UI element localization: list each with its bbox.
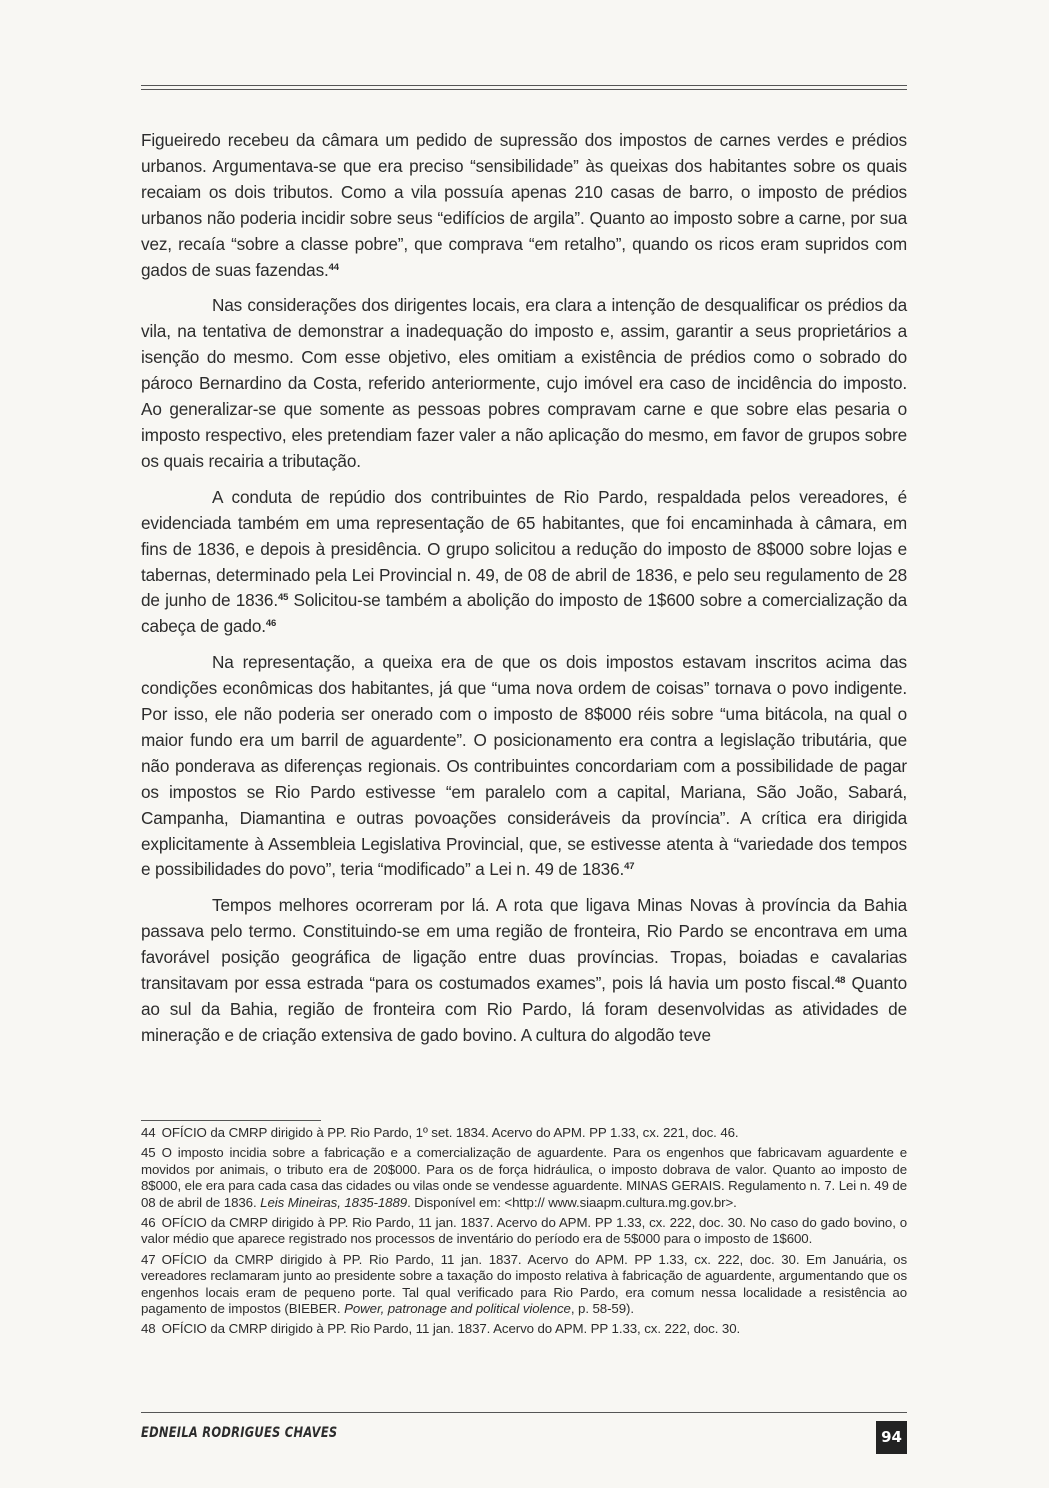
footnote-44: 44 OFÍCIO da CMRP dirigido à PP. Rio Pardo, 1º set. 1834. Acervo do APM. PP 1.33, cx. 221, doc. 46. xyxy=(141,1125,739,1140)
footnote-ref-46[interactable]: 46 xyxy=(265,618,277,630)
footnote-46: 46 OFÍCIO da CMRP dirigido à PP. Rio Pardo, 11 jan. 1837. Acervo do APM. PP 1.33, cx. 222, doc. 30. No caso do gado bovino, o valor médio que aparece registrado nos processos de inventário do período era de 5$000 para o imposto de 1$600. xyxy=(141,1215,907,1247)
footnote-number: 45 xyxy=(141,1145,156,1161)
paragraph-1: Figueiredo recebeu da câmara um pedido de supressão dos impostos de carnes verdes e prédios urbanos. Argumentava-se que era preciso “sensibilidade” às queixas dos habitantes sobre os quais recaiam os dois tributos. Como a vila possuía apenas 210 casas de barro, o imposto de prédios urbanos não poderia incidir sobre seus “edifícios de argila”. Quanto ao imposto sobre a carne, por sua vez, recaía “sobre a classe pobre”, que comprava “em retalho”, quando os ricos eram supridos com gados de suas fazendas.$^{44}$ xyxy=(141,130,907,280)
header-rule-top xyxy=(141,85,907,86)
page-number: 94 xyxy=(876,1421,907,1454)
footnotes xyxy=(141,1125,907,1342)
footnote-45: 45 O imposto incidia sobre a fabricação e a comercialização de aguardente. Para os engenhos que fabricavam aguardente e movidos por animais, o tributo era de 20$000. Para os de força hidráulica, o imposto dobrava de valor. Quanto ao imposto de 8$000, ele era para cada casa das cidades ou vilas onde se vendesse aguardente. MINAS GERAIS. Regulamento n. 7. Lei n. 49 de 08 de abril de 1836. Leis Mineiras, 1835-1889. Disponível em: <http:// www.siaapm.cultura.mg.gov.br>. xyxy=(141,1145,907,1210)
footnote-number: 48 xyxy=(141,1321,156,1337)
footnote-ref-48[interactable]: 48 xyxy=(835,975,846,987)
paragraph-2: Nas considerações dos dirigentes locais, era clara a intenção de desqualificar os prédios da vila, na tentativa de demonstrar a inadequação do imposto e, assim, garantir a seus proprietários a isenção do mesmo. Com esse objetivo, eles omitiam a existência de prédios como o sobrado do pároco Bernardino da Costa, referido anteriormente, cujo imóvel era caso de incidência do imposto. Ao generalizar-se que somente as pessoas pobres compravam carne e que sobre elas pesaria o imposto respectivo, eles pretendiam fazer valer a não aplicação do mesmo, em favor de grupos sobre os quais recairia a tributação. xyxy=(141,295,907,471)
footnote-separator xyxy=(141,1120,321,1121)
footer-rule xyxy=(141,1412,907,1413)
footnote-ref-44[interactable]: 44 xyxy=(328,261,339,273)
footnote-47: 47 OFÍCIO da CMRP dirigido à PP. Rio Pardo, 11 jan. 1837. Acervo do APM. PP 1.33, cx. 222, doc. 30. Em Januária, os vereadores reclamaram junto ao presidente sobre a taxação do imposto relativa à fabricação de aguardente, argumentando que os engenhos locais eram de pequeno porte. Tal qual verificado para Rio Pardo, era comum nessa localidade a resistência ao pagamento de impostos (BIEBER. Power, patronage and political violence, p. 58-59). xyxy=(141,1251,907,1317)
author-name: EDNEILA RODRIGUES CHAVES xyxy=(141,1425,338,1441)
body-text xyxy=(141,128,907,1059)
footnote-number: 47 xyxy=(141,1251,156,1267)
footnote-ref-45[interactable]: 45 xyxy=(277,592,289,604)
footnote-48: 48 OFÍCIO da CMRP dirigido à PP. Rio Pardo, 11 jan. 1837. Acervo do APM. PP 1.33, cx. 222, doc. 30. xyxy=(141,1321,741,1337)
footnote-number: 44 xyxy=(141,1125,156,1140)
footnote-ref-47[interactable]: 47 xyxy=(624,861,635,873)
footnote-number: 46 xyxy=(141,1215,156,1231)
paragraph-3: A conduta de repúdio dos contribuintes de Rio Pardo, respaldada pelos vereadores, é evidenciada também em uma representação de 65 habitantes, que foi encaminhada à câmara, em fins de 1836, e depois à presidência. O grupo solicitou a redução do imposto de 8$000 sobre lojas e tabernas, determinado pela Lei Provincial n. 49, de 08 de abril de 1836, e pelo seu regulamento de 28 de junho de 1836.45 Solicitou-se também a abolição do imposto de 1$600 sobre a comercialização da cabeça de gado.$^{46}$ xyxy=(141,486,907,637)
paragraph-4: Na representação, a queixa era de que os dois impostos estavam inscritos acima das condições econômicas dos habitantes, já que “uma nova ordem de coisas” tornava o povo indigente. Por isso, ele não poderia ser onerado com o imposto de 8$000 réis sobre “uma bitácola, na qual o maior fundo era um barril de aguardente”. O posicionamento era contra a legislação tributária, que não ponderava as diferenças regionais. Os contribuintes concordariam com a possibilidade de pagar os impostos se Rio Pardo estivesse “em paralelo com a capital, Mariana, São João, Sabará, Campanha, Diamantina e outras povoações consideráveis da província”. A crítica era dirigida explicitamente à Assembleia Legislativa Provincial, que, se estivesse atenta à “variedade dos tempos e possibilidades do povo”, teria “modificado” a Lei n. 49 de 1836.47 xyxy=(141,652,907,880)
header-rule-bottom xyxy=(141,89,907,90)
paragraph-5: Tempos melhores ocorreram por lá. A rota que ligava Minas Novas à província da Bahia passava pelo termo. Constituindo-se em uma região de fronteira, Rio Pardo se encontrava em uma favorável posição geográfica de ligação entre duas províncias. Tropas, boiadas e cavalarias transitavam por essa estrada “para os costumados exames”, pois lá havia um posto fiscal.$^{48}$ Quanto ao sul da Bahia, região de fronteira com Rio Pardo, lá foram desenvolvidas as atividades de mineração e de criação extensiva de gado bovino. A cultura do algodão teve xyxy=(141,895,908,1045)
